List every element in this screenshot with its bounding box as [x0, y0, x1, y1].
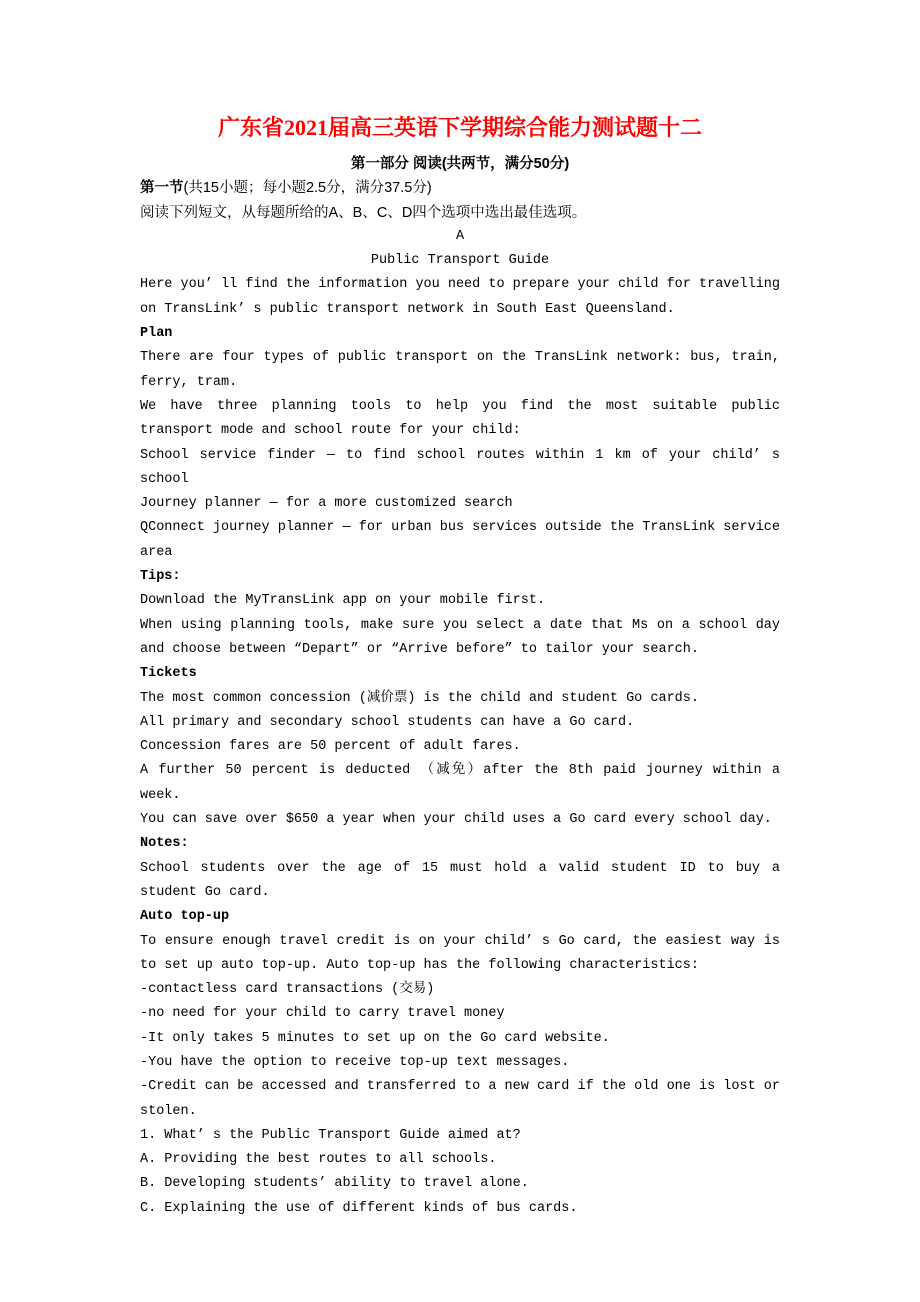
section-heading-lead: 第一节 — [140, 180, 184, 197]
document-title: 广东省2021届高三英语下学期综合能力测试题十二 — [217, 115, 702, 140]
paragraph: You can save over $650 a year when your child uses a Go card every school day. — [140, 812, 772, 828]
document-body — [140, 152, 780, 1221]
subheading-plan: Plan — [140, 326, 173, 342]
paragraph: -It only takes 5 minutes to set up on the Go card website. — [140, 1030, 610, 1046]
subheading-auto-top-up: Auto top-up — [140, 909, 230, 925]
part-heading: 第一部分 阅读(共两节，满分50分) — [350, 156, 570, 172]
section-heading: 第一节(共15小题；每小题2.5分，满分37.5分) — [140, 180, 432, 197]
instructions: 阅读下列短文，从每题所给的A、B、C、D四个选项中选出最佳选项。 — [140, 204, 587, 221]
subheading-notes: Notes: — [140, 836, 189, 852]
paragraph: -You have the option to receive top-up text messages. — [140, 1054, 570, 1070]
paragraph: We have three planning tools to help you find the most suitable public transport mode and school route for your child: — [140, 398, 780, 439]
passage-label: A — [455, 228, 465, 244]
paragraph: School students over the age of 15 must hold a valid student ID to buy a student Go card. — [140, 860, 780, 900]
question-1: 1. What’ s the Public Transport Guide aimed at? — [140, 1127, 521, 1143]
paragraph: -no need for your child to carry travel money — [140, 1006, 505, 1022]
paragraph: QConnect journey planner — for urban bus services outside the TransLink service area — [140, 520, 781, 560]
option-c: C. Explaining the use of different kinds of bus cards. — [140, 1200, 578, 1216]
paragraph: Journey planner — for a more customized search — [140, 496, 513, 512]
paragraph: Concession fares are 50 percent of adult fares. — [140, 739, 521, 755]
subheading-tickets: Tickets — [140, 666, 197, 682]
paragraph: All primary and secondary school students can have a Go card. — [140, 714, 635, 730]
paragraph: To ensure enough travel credit is on your child’ s Go card, the easiest way is to set up auto top-up. Auto top-up has the following characteristics: — [140, 933, 780, 973]
paragraph: Download the MyTransLink app on your mobile first. — [140, 593, 546, 609]
option-b: B. Developing students’ ability to travel alone. — [140, 1176, 529, 1192]
paragraph: -Credit can be accessed and transferred to a new card if the old one is lost or stolen. — [140, 1079, 781, 1119]
paragraph: School service finder — to find school routes within 1 km of your child’ s school — [140, 447, 780, 487]
paragraph: There are four types of public transport on the TransLink network: bus, train, ferry, tram. — [140, 350, 780, 390]
paragraph: Here you’ ll find the information you need to prepare your child for travelling on TransLink’ s public transport network in South East Queensland. — [140, 277, 781, 317]
option-a: A. Providing the best routes to all schools. — [140, 1152, 497, 1168]
paragraph: The most common concession (减价票) is the child and student Go cards. — [140, 690, 699, 706]
paragraph: -contactless card transactions (交易) — [140, 982, 435, 998]
passage-title: Public Transport Guide — [370, 253, 550, 269]
paragraph: A further 50 percent is deducted （减免）after the 8th paid journey within a week. — [140, 763, 780, 803]
subheading-tips: Tips: — [140, 569, 181, 585]
paragraph: When using planning tools, make sure you select a date that Ms on a school day and choose between “Depart” or “Arrive before” to tailor your search. — [140, 617, 780, 657]
